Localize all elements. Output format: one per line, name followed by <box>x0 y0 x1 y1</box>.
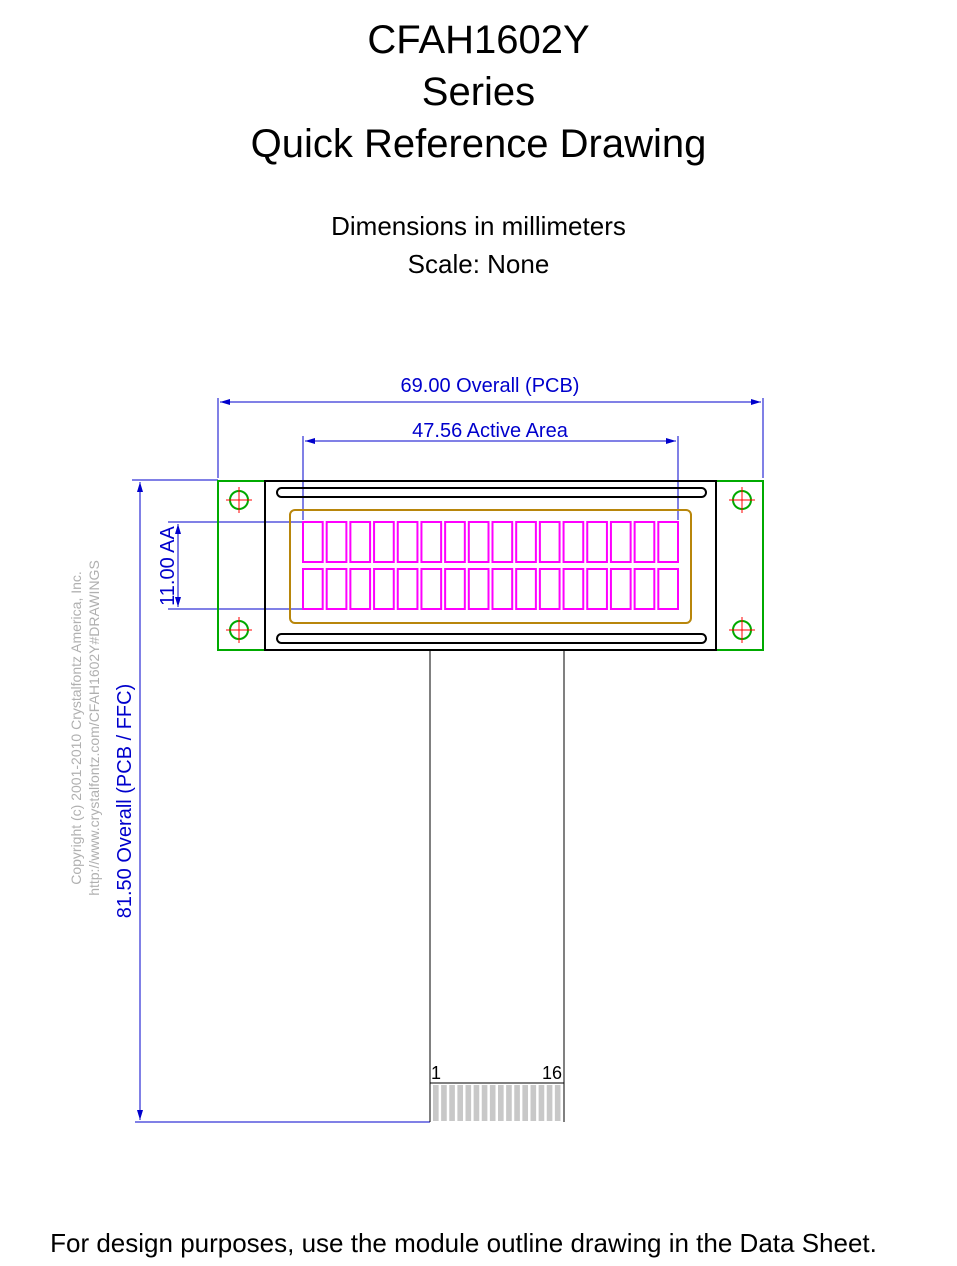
character-cell <box>611 569 631 609</box>
ffc-cable <box>430 650 564 1122</box>
overall-height-label: 81.50 Overall (PCB / FFC) <box>114 683 136 919</box>
ffc-contact <box>449 1085 455 1121</box>
ffc-contact <box>498 1085 504 1121</box>
mounting-hole-top-left <box>226 487 252 513</box>
character-cell <box>421 569 441 609</box>
character-cell <box>658 569 678 609</box>
bezel-outline <box>265 481 716 650</box>
ffc-contact <box>474 1085 480 1121</box>
ffc-contact <box>547 1085 553 1121</box>
active-area-width-dimension <box>303 420 678 520</box>
character-cell <box>564 522 584 562</box>
ffc-contact <box>490 1085 496 1121</box>
copyright-line-2: http://www.crystalfontz.com/CFAH1602Y#DRAWINGS <box>86 560 102 896</box>
ffc-contact <box>457 1085 463 1121</box>
character-cell <box>398 522 418 562</box>
character-cell <box>635 569 655 609</box>
ffc-contact <box>506 1085 512 1121</box>
ffc-contact <box>522 1085 528 1121</box>
ffc-contacts <box>433 1085 561 1121</box>
character-cell <box>564 569 584 609</box>
character-cell <box>540 522 560 562</box>
character-cell <box>658 522 678 562</box>
character-cell <box>516 569 536 609</box>
design-note: For design purposes, use the module outline drawing in the Data Sheet. <box>50 1228 877 1258</box>
active-area-height-dimension <box>157 522 303 609</box>
character-cell <box>469 522 489 562</box>
ffc-contact <box>433 1085 439 1121</box>
character-cell <box>421 522 441 562</box>
character-cell <box>587 569 607 609</box>
scale-note: Scale: None <box>407 249 550 279</box>
title-line-2: Series <box>421 70 536 114</box>
ffc-contact <box>441 1085 447 1121</box>
ffc-contact <box>482 1085 488 1121</box>
character-cell <box>445 569 465 609</box>
copyright-line-1: Copyright (c) 2001-2010 Crystalfontz America, Inc. <box>68 571 84 885</box>
units-note: Dimensions in millimeters <box>331 211 626 241</box>
active-area-width-label: 47.56 Active Area <box>412 420 568 442</box>
character-cell <box>303 522 323 562</box>
character-cell <box>398 569 418 609</box>
character-cell <box>327 522 347 562</box>
pin-1-label: 1 <box>431 1063 442 1083</box>
pin-16-label: 16 <box>541 1063 562 1083</box>
bezel-slot-top <box>277 488 706 497</box>
character-cell <box>611 522 631 562</box>
character-cell <box>350 522 370 562</box>
ffc-contact <box>514 1085 520 1121</box>
character-cell <box>374 522 394 562</box>
mounting-hole-top-right <box>729 487 755 513</box>
pcb-outline <box>218 481 763 650</box>
active-area-height-label: 11.00 AA <box>157 526 179 606</box>
character-cell <box>493 569 513 609</box>
ffc-contact <box>555 1085 561 1121</box>
character-cell <box>516 522 536 562</box>
character-cell <box>635 522 655 562</box>
overall-width-label: 69.00 Overall (PCB) <box>400 375 580 397</box>
mounting-hole-bottom-right <box>729 617 755 643</box>
mounting-hole-bottom-left <box>226 617 252 643</box>
title-line-3: Quick Reference Drawing <box>250 122 707 166</box>
character-grid <box>303 522 678 609</box>
ffc-contact <box>539 1085 545 1121</box>
character-cell <box>303 569 323 609</box>
character-cell <box>587 522 607 562</box>
ffc-contact <box>466 1085 472 1121</box>
character-cell <box>540 569 560 609</box>
bezel-slot-bottom <box>277 634 706 643</box>
character-cell <box>469 569 489 609</box>
character-cell <box>350 569 370 609</box>
character-cell <box>327 569 347 609</box>
character-cell <box>493 522 513 562</box>
title-line-1: CFAH1602Y <box>367 18 590 62</box>
character-cell <box>374 569 394 609</box>
ffc-contact <box>531 1085 537 1121</box>
character-cell <box>445 522 465 562</box>
